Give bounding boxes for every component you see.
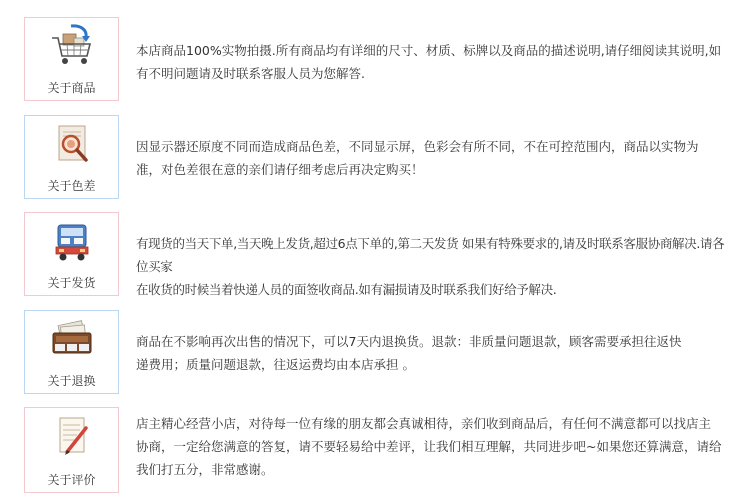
description-line: 商品在不影响再次出售的情况下，可以7天内退换货。退款：非质量问题退款，顾客需要承担往返快 [136, 334, 682, 349]
shopping-cart-icon [47, 24, 97, 74]
info-card-label: 关于评价 [47, 473, 96, 487]
description-line: 准，对色差很在意的亲们请仔细考虑后再决定购买！ [136, 162, 424, 177]
info-card-product [24, 17, 119, 101]
info-row-color-difference [0, 115, 750, 201]
info-row-product [0, 17, 750, 103]
info-description [136, 232, 736, 301]
info-card-label: 关于发货 [47, 276, 96, 290]
description-line: 店主精心经营小店，对待每一位有缘的朋友都会真诚相待，亲们收到商品后，有任何不满意都可以找店主 [136, 416, 712, 431]
info-row-reviews [0, 407, 750, 497]
info-card-label: 关于色差 [47, 179, 96, 193]
delivery-truck-icon [47, 219, 97, 269]
magnifier-document-icon [47, 122, 97, 172]
description-line: 本店商品100%实物拍摄.所有商品均有详细的尺寸、材质、标牌以及商品的描述说明,请仔细阅读其说明,如 [136, 43, 722, 58]
info-card-label: 关于商品 [47, 81, 96, 95]
description-line: 有不明问题请及时联系客服人员为您解答. [136, 66, 365, 81]
info-card-returns [24, 310, 119, 394]
info-row-shipping [0, 212, 750, 298]
description-line: 在收货的时候当着快递人员的面签收商品.如有漏损请及时联系我们好给予解决. [136, 282, 557, 297]
description-line: 我们打五分，非常感谢。 [136, 462, 274, 477]
description-line: 因显示器还原度不同而造成商品色差，不同显示屏，色彩会有所不同，不在可控范围内，商品以实物为 [136, 139, 699, 154]
info-card-label: 关于退换 [47, 374, 96, 388]
wallet-cards-icon [47, 317, 97, 367]
info-card-shipping [24, 212, 119, 296]
description-line: 协商，一定给您满意的答复，请不要轻易给中差评，让我们相互理解，共同进步吧~如果您还算满意，请给 [136, 439, 722, 454]
info-card-reviews [24, 407, 119, 493]
info-description [136, 39, 736, 85]
info-row-returns [0, 310, 750, 396]
info-description [136, 412, 736, 481]
description-line: 有现货的当天下单,当天晚上发货,超过6点下单的,第二天发货 如果有特殊要求的,请及时联系客服协商解决.请各位买家 [136, 236, 725, 274]
pen-document-icon [47, 414, 97, 464]
description-line: 递费用；质量问题退款，往返运费均由本店承担 。 [136, 357, 415, 372]
info-description [136, 330, 736, 376]
info-card-color-difference [24, 115, 119, 199]
info-description [136, 135, 736, 181]
